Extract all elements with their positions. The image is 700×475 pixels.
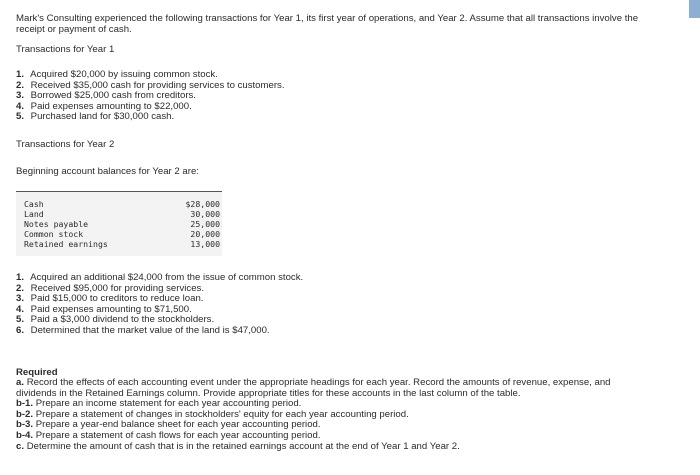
required-item: b-1. Prepare an income statement for each year accounting period. [16, 398, 302, 410]
year2-item: 6. Determined that the market value of the land is $47,000. [16, 324, 270, 336]
year2-item: 5. Paid a $3,000 dividend to the stockholders. [16, 314, 215, 325]
required-item: b-2. Prepare a statement of changes in stockholders' equity for each year accounting period. [16, 408, 409, 420]
required-item: b-3. Prepare a year-end balance sheet for each year accounting period. [16, 419, 321, 431]
required-item: c. Determine the amount of cash that is in the retained earnings account at the end of Year 1 and Year 2. [16, 440, 460, 452]
beginning-balances-table [16, 191, 222, 256]
balance-row: Cash $28,000 [24, 199, 220, 209]
problem-intro: Mark's Consulting experienced the following transactions for Year 1, its first year of operations, and Year 2. Assume that all transactions involve the receipt or payment of cash. [16, 13, 639, 35]
year2-transactions [16, 273, 303, 336]
year2-item: 2. Received $95,000 for providing services. [16, 282, 204, 294]
required-item: b-4. Prepare a statement of cash flows for each year accounting period. [16, 429, 321, 441]
year2-item: 1. Acquired an additional $24,000 from the issue of common stock. [16, 272, 304, 283]
side-panel-tab[interactable] [689, 0, 700, 18]
year2-heading: Transactions for Year 2 [16, 139, 115, 150]
year1-heading: Transactions for Year 1 [16, 44, 115, 55]
year1-item: 4. Paid expenses amounting to $22,000. [16, 100, 192, 112]
year1-item: 1. Acquired $20,000 by issuing common stock. [16, 69, 218, 80]
balance-row: Retained earnings 13,000 [24, 239, 220, 249]
balances-heading: Beginning account balances for Year 2 are: [16, 166, 199, 177]
year2-item: 3. Paid $15,000 to creditors to reduce loan. [16, 293, 204, 304]
required-item: a. Record the effects of each accounting event under the appropriate headings for each year. Record the amounts of revenue, expense, and dividends in the Retained Earnings column. Provide appropriate titles for these accounts in the last column of the table. [16, 377, 611, 399]
balance-row: Land 30,000 [24, 209, 220, 219]
required-list [16, 378, 641, 452]
balance-row: Common stock 20,000 [24, 229, 220, 239]
required-heading: Required [16, 367, 58, 378]
year1-item: 5. Purchased land for $30,000 cash. [16, 111, 175, 122]
year1-item: 3. Borrowed $25,000 cash from creditors. [16, 90, 196, 101]
year1-transactions [16, 70, 285, 123]
year1-item: 2. Received $35,000 cash for providing services to customers. [16, 79, 285, 91]
balance-row: Notes payable 25,000 [24, 219, 220, 229]
year2-item: 4. Paid expenses amounting to $71,500. [16, 303, 192, 315]
